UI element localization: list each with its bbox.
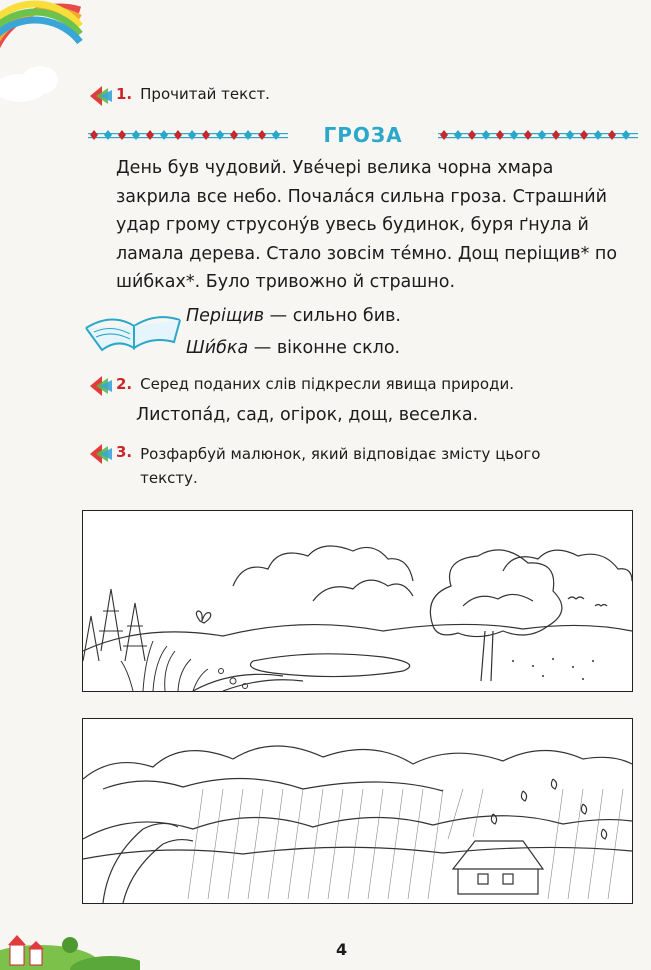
definition-item bbox=[186, 332, 401, 364]
task-1 bbox=[88, 84, 270, 108]
sunny-landscape-illustration bbox=[83, 511, 632, 691]
story-title: ГРОЗА bbox=[323, 123, 403, 147]
story-title-row bbox=[88, 120, 638, 150]
story-line: удар грому струсону́в увесь будинок, буря ґнула й bbox=[116, 215, 589, 235]
task-marker-icon bbox=[88, 374, 112, 398]
story-line: ламала дерева. Стало зовсім те́мно. Дощ періщив* по bbox=[116, 243, 618, 264]
definition-meaning: — сильно бив. bbox=[264, 306, 401, 326]
story-line: ши́бках*. Було тривожно й страшно. bbox=[116, 272, 456, 292]
open-book-icon bbox=[82, 302, 182, 354]
task-number: 2. bbox=[116, 375, 133, 393]
coloring-picture-storm[interactable] bbox=[82, 718, 633, 904]
definition-meaning: — віконне скло. bbox=[248, 338, 401, 358]
task-instruction-line: Розфарбуй малюнок, який відповідає змісту цього bbox=[140, 445, 541, 463]
story-line: закрила все небо. Почала́ся сильна гроза. Страшни́й bbox=[116, 186, 608, 207]
task-number: 3. bbox=[116, 443, 133, 461]
task-3 bbox=[88, 442, 540, 490]
task-marker-icon bbox=[88, 84, 112, 108]
story-text bbox=[116, 154, 636, 297]
task-instruction-line: тексту. bbox=[140, 469, 198, 487]
story-line: День був чудовий. Уве́чері велика чорна хмара bbox=[116, 158, 554, 178]
task-2 bbox=[88, 374, 514, 398]
village-decoration-icon bbox=[0, 915, 140, 970]
task-instruction: Прочитай текст. bbox=[140, 85, 270, 103]
definition-word: Ши́бка bbox=[186, 338, 249, 358]
definition-word: Періщив bbox=[186, 306, 265, 326]
ornament-left-icon bbox=[88, 127, 288, 143]
definitions bbox=[186, 300, 401, 364]
word-list[interactable]: Листопа́д, сад, огірок, дощ, веселка. bbox=[136, 405, 479, 425]
coloring-picture-sunny[interactable] bbox=[82, 510, 633, 692]
definition-item bbox=[186, 300, 401, 332]
storm-landscape-illustration bbox=[83, 719, 632, 903]
task-instruction bbox=[140, 442, 540, 490]
rainbow-cloud-icon bbox=[0, 0, 90, 110]
task-number: 1. bbox=[116, 85, 133, 103]
task-instruction: Серед поданих слів підкресли явища природи. bbox=[140, 375, 514, 393]
task-marker-icon bbox=[88, 442, 112, 466]
ornament-right-icon bbox=[438, 127, 638, 143]
page-number: 4 bbox=[336, 940, 348, 959]
